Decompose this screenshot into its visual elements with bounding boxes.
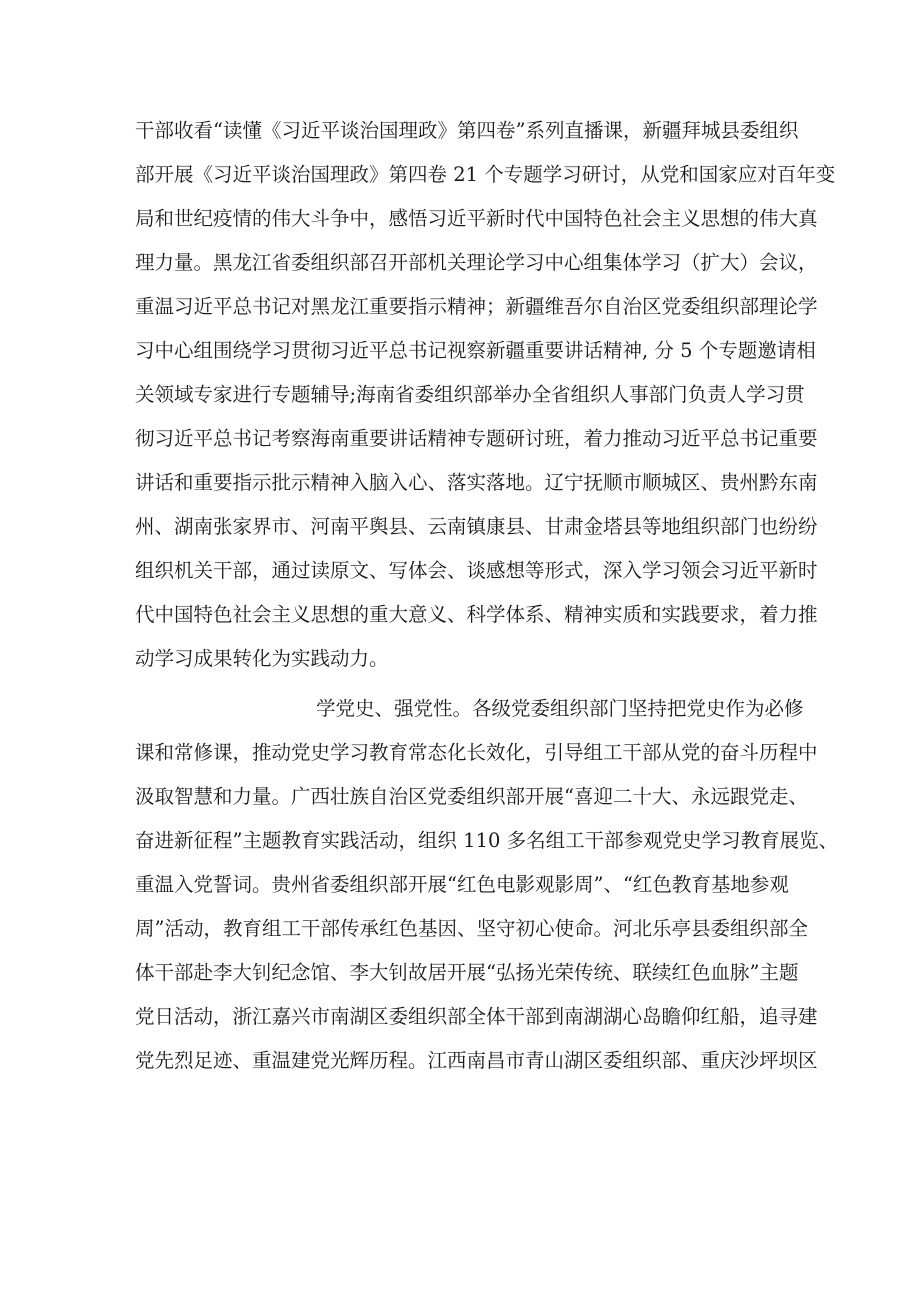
text-line: 党日活动，浙江嘉兴市南湖区委组织部全体干部到南湖湖心岛瞻仰红船，追寻建	[135, 1005, 818, 1028]
text-line: 重温习近平总书记对黑龙江重要指示精神；新疆维吾尔自治区党委组织部理论学	[135, 295, 818, 318]
text-line: 讲话和重要指示批示精神入脑入心、落实落地。辽宁抚顺市顺城区、贵州黔东南	[135, 471, 818, 494]
text-line: 习中心组围绕学习贯彻习近平总书记视察新疆重要讲话精神, 分 5 个专题邀请相	[135, 339, 816, 362]
text-line: 周”活动，教育组工干部传承红色基因、坚守初心使命。河北乐亭县委组织部全	[135, 917, 808, 940]
paragraph-heading-line: 学党史、强党性。各级党委组织部门坚持把党史作为必修	[316, 697, 804, 720]
text-line: 代中国特色社会主义思想的重大意义、科学体系、精神实质和实践要求，着力推	[135, 603, 818, 626]
text-line: 理力量。黑龙江省委组织部召开部机关理论学习中心组集体学习（扩大）会议，	[135, 251, 818, 274]
text-line: 动学习成果转化为实践动力。	[135, 647, 389, 670]
text-line: 奋进新征程”主题教育实践活动，组织 110 多名组工干部参观党史学习教育展览、	[135, 829, 839, 852]
text-line: 关领域专家进行专题辅导;海南省委组织部举办全省组织人事部门负责人学习贯	[135, 383, 805, 406]
text-line: 课和常修课，推动党史学习教育常态化长效化，引导组工干部从党的奋斗历程中	[135, 741, 818, 764]
text-line: 组织机关干部，通过读原文、写体会、谈感想等形式，深入学习领会习近平新时	[135, 559, 818, 582]
text-line: 局和世纪疫情的伟大斗争中，感悟习近平新时代中国特色社会主义思想的伟大真	[135, 207, 818, 230]
text-line: 州、湖南张家界市、河南平舆县、云南镇康县、甘肃金塔县等地组织部门也纷纷	[135, 515, 818, 538]
text-line: 汲取智慧和力量。广西壮族自治区党委组织部开展“喜迎二十大、永远跟党走、	[135, 785, 808, 808]
text-line: 党先烈足迹、重温建党光辉历程。江西南昌市青山湖区委组织部、重庆沙坪坝区	[135, 1049, 818, 1072]
text-line: 重温入党誓词。贵州省委组织部开展“红色电影观影周”、“红色教育基地参观	[135, 873, 789, 896]
text-line: 彻习近平总书记考察海南重要讲话精神专题研讨班，着力推动习近平总书记重要	[135, 427, 818, 450]
text-line: 部开展《习近平谈治国理政》第四卷 21 个专题学习研讨，从党和国家应对百年变	[135, 163, 836, 186]
text-line: 干部收看“读懂《习近平谈治国理政》第四卷”系列直播课，新疆拜城县委组织	[135, 119, 799, 142]
text-line: 体干部赴李大钊纪念馆、李大钊故居开展“弘扬光荣传统、联续红色血脉”主题	[135, 961, 799, 984]
